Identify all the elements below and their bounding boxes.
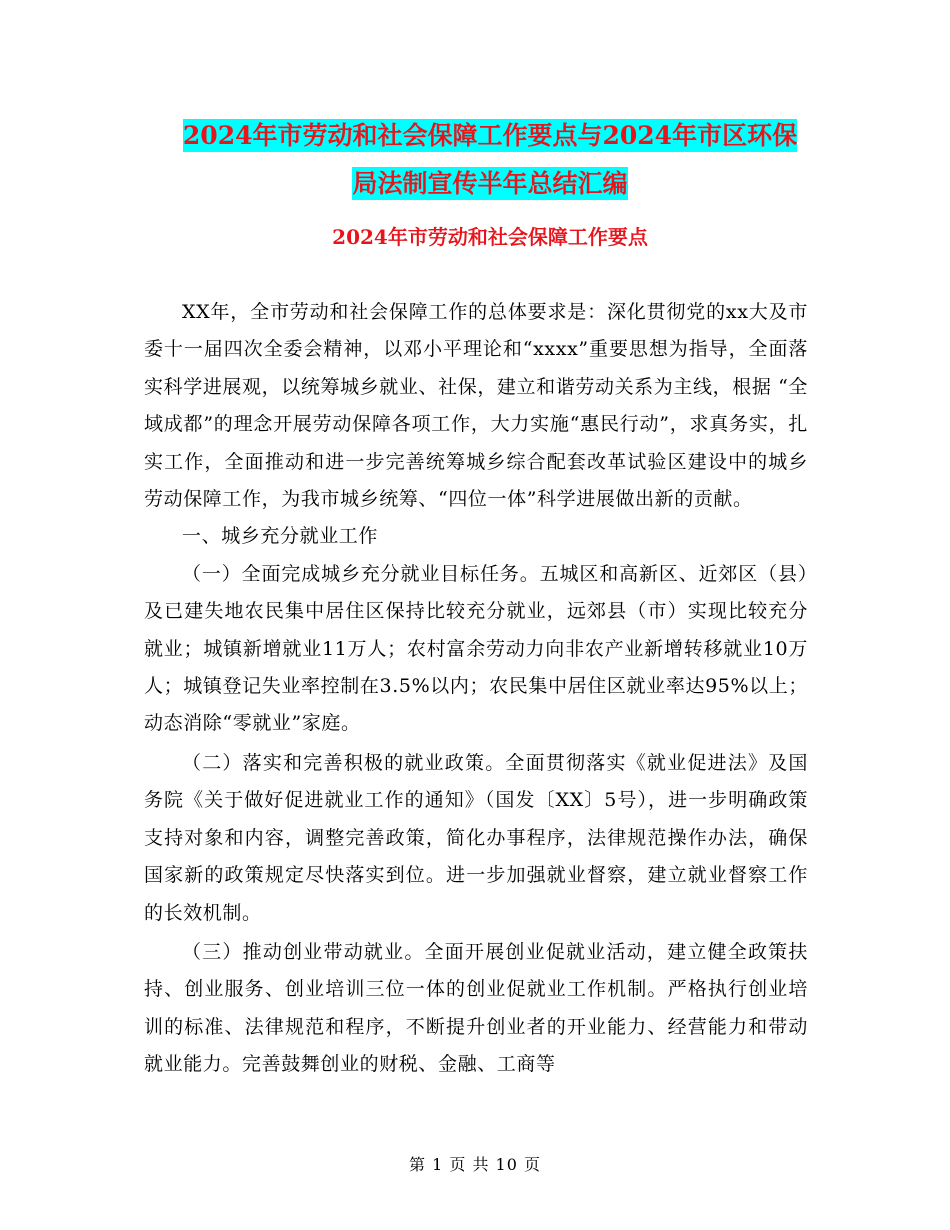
paragraph-item-2: （二）落实和完善积极的就业政策。全面贯彻落实《就业促进法》及国务院《关于做好促进就业工作的通知》（国发〔XX〕5号），进一步明确政策支持对象和内容，调整完善政策，简化办事程序，法律规范操作办法，确保国家新的政策规定尽快落实到位。进一步加强就业督察，建立就业督察工作的长效机制。 xyxy=(144,751,808,924)
document-body xyxy=(144,294,808,1084)
paragraph-item-1: （一）全面完成城乡充分就业目标任务。五城区和高新区、近郊区（县）及已建失地农民集中居住区保持比较充分就业，远郊县（市）实现比较充分就业；城镇新增就业11万人；农村富余劳动力向非农产业新增转移就业10万人；城镇登记失业率控制在3.5%以内；农民集中居住区就业率达95%以上；动态消除“零就业”家庭。 xyxy=(144,562,808,735)
heading-employment: 一、城乡充分就业工作 xyxy=(182,525,379,548)
page-footer: 第 1 页 共 10 页 xyxy=(409,1155,541,1174)
paragraph-item-3: （三）推动创业带动就业。全面开展创业促就业活动，建立健全政策扶持、创业服务、创业培训三位一体的创业促就业工作机制。严格执行创业培训的标准、法律规范和程序，不断提升创业者的开业能力、经营能力和带动就业能力。完善鼓舞创业的财税、金融、工商等 xyxy=(144,940,808,1076)
main-title-line-2: 局法制宣传半年总结汇编 xyxy=(352,169,628,198)
main-title-line-1: 2024年市劳动和社会保障工作要点与2024年市区环保 xyxy=(182,121,798,150)
paragraph-intro: XX年，全市劳动和社会保障工作的总体要求是：深化贯彻党的xx大及市委十一届四次全委会精神，以邓小平理论和“xxxx”重要思想为指导，全面落实科学进展观，以统筹城乡就业、社保，建立和谐劳动关系为主线，根据 “全域成都”的理念开展劳动保障各项工作，大力实施“惠民行动”，求真务实，扎实工作，全面推动和进一步完善统筹城乡综合配套改革试验区建设中的城乡劳动保障工作，为我市城乡统筹、“四位一体”科学进展做出新的贡献。 xyxy=(144,301,808,511)
section-title: 2024年市劳动和社会保障工作要点 xyxy=(332,225,648,249)
document-main-title xyxy=(140,112,840,208)
